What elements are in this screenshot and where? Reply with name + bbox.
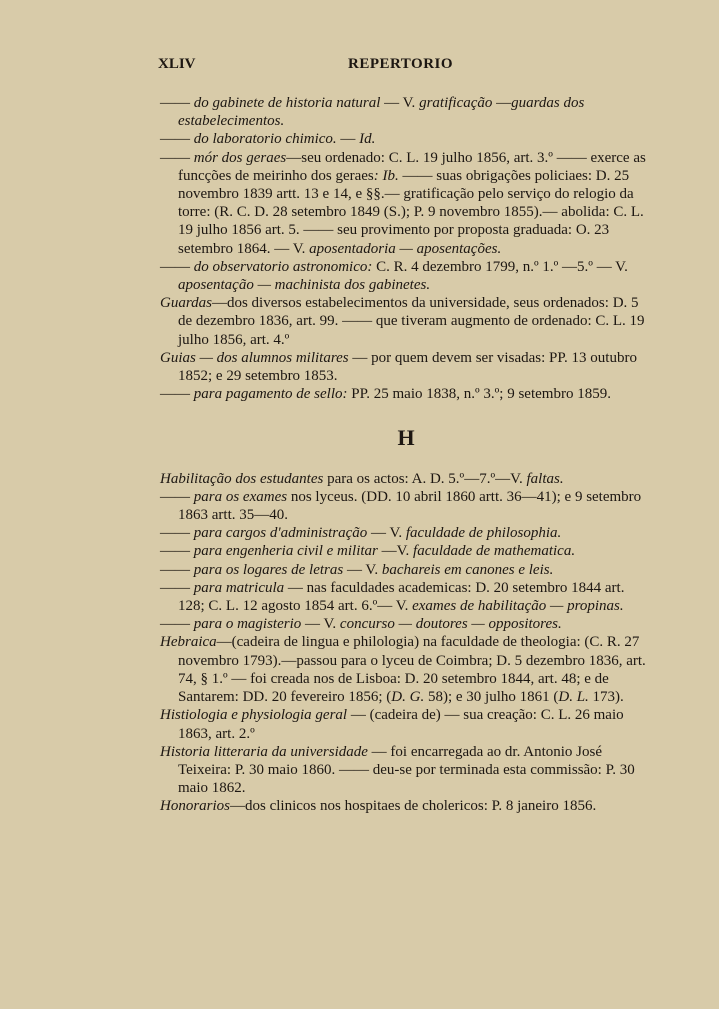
entry-italic-text: Historia litteraria da universidade [160, 743, 368, 760]
entry-text: 173). [588, 689, 624, 706]
entry-text: PP. 25 maio 1838, n.º 3.º; 9 setembro 1859. [347, 386, 611, 403]
entry-text: — nas faculdades academicas: D. 20 setembro 1844 art. 128; C. L. 12 agosto 1854 art. 6.º— V. [178, 579, 625, 615]
entry-text: —— [160, 488, 194, 505]
entry-text: C. R. 4 dezembro 1799, n.º 1.º —5.º — V. [372, 258, 628, 275]
entry-italic-text: faculdade de philosophia. [405, 525, 562, 542]
entry-italic-text: do gabinete de historia natural [193, 95, 381, 111]
entry-text: —— [160, 258, 194, 275]
entry-italic-text: Hebraica [160, 634, 217, 651]
page-header [158, 56, 648, 82]
entry-text: —— [160, 616, 194, 633]
index-entry [160, 149, 652, 258]
entry-italic-text: : Ib. [373, 167, 399, 184]
entry-italic-text: para engenheria civil e militar [193, 543, 378, 560]
entry-italic-text: guardas dos estabelecimentos. [178, 95, 585, 130]
entry-italic-text: bachareis em canones e leis. [381, 561, 554, 578]
index-entry [160, 561, 652, 579]
page-body [160, 94, 652, 816]
entry-italic-text: concurso — doutores — oppositores. [339, 616, 562, 633]
entry-italic-text: para cargos d'administração [193, 525, 368, 542]
entry-italic-text: Histiologia e physiologia geral [160, 707, 348, 724]
entry-italic-text: mór dos geraes [193, 149, 287, 166]
entry-text: — V. [380, 95, 420, 111]
entry-text: — [336, 131, 360, 148]
entry-italic-text: para pagamento de sello: [193, 386, 348, 403]
index-entry [160, 94, 652, 130]
entry-italic-text: para os exames [193, 488, 288, 505]
entry-italic-text: para os logares de letras [193, 561, 344, 578]
entry-text: — foi encarregada ao dr. Antonio José Teixeira: P. 30 maio 1860. —— deu-se por terminada esta commissão: P. 30 maio 1862. [178, 743, 635, 797]
entry-italic-text: exames de habilitação — propinas. [412, 598, 624, 615]
entry-italic-text: gratificação [419, 95, 493, 111]
entry-text: — (cadeira de) — sua creação: C. L. 26 maio 1863, art. 2.º [178, 707, 624, 742]
entry-italic-text: para o magisterio [193, 616, 302, 633]
index-entry [160, 294, 652, 349]
entry-text: nos lyceus. (DD. 10 abril 1860 artt. 36—41); e 9 setembro 1863 artt. 35—40. [178, 488, 642, 524]
index-entry [160, 349, 652, 385]
index-entry [160, 385, 652, 403]
entry-italic-text: Habilitação dos estudantes [160, 470, 324, 487]
index-entry [160, 797, 652, 815]
entry-text: 58); e 30 julho 1861 ( [424, 689, 559, 706]
entry-text: —dos diversos estabelecimentos da universidade, seus ordenados: D. 5 de dezembro 1836, art. 99. —— que tiveram augmento de ordenado: C. L. 19 julho 1856, art. 4.º [178, 295, 645, 348]
entry-italic-text: faculdade de mathematica. [413, 543, 576, 560]
index-entry [160, 470, 652, 488]
entry-italic-text: para matricula [193, 579, 285, 596]
entry-italic-text: D. L. [558, 689, 589, 706]
index-entry [160, 130, 652, 148]
index-entry [160, 579, 652, 615]
entry-text: —— [160, 386, 194, 403]
index-entry [160, 524, 652, 542]
entry-italic-text: Guardas [160, 295, 212, 312]
section-letter: H [397, 425, 415, 451]
entry-text: —V. [377, 543, 414, 560]
index-entry [160, 542, 652, 560]
entry-text: —— [160, 525, 194, 542]
entry-italic-text: do observatorio astronomico: [193, 258, 373, 275]
running-title: REPERTORIO [348, 56, 454, 72]
index-entry [160, 488, 652, 524]
entry-text: — por quem devem ser visadas: PP. 13 outubro 1852; e 29 setembro 1853. [178, 349, 637, 385]
index-entry [160, 258, 652, 294]
entry-text: —— [160, 579, 194, 596]
index-entry [160, 743, 652, 798]
entry-text: —— [160, 149, 194, 166]
entry-italic-text: aposentação — machinista dos gabinetes. [178, 277, 431, 294]
entry-italic-text: Honorarios [160, 798, 231, 815]
entry-text: para os actos: A. D. 5.º—7.º—V. [323, 470, 527, 487]
entry-text: —— [160, 561, 194, 578]
index-entry [160, 706, 652, 742]
page-number: XLIV [158, 56, 196, 72]
entry-text: —— [160, 95, 194, 111]
section-h [160, 470, 652, 816]
index-entry [160, 633, 652, 706]
entry-italic-text: D. G. [391, 689, 425, 706]
entry-text: — [492, 95, 512, 111]
section-g-continued [160, 94, 652, 403]
entry-text: — V. [367, 525, 406, 542]
entry-italic-text: Guias — dos alumnos militares [160, 349, 349, 366]
entry-italic-text: do laboratorio chimico. [193, 131, 337, 148]
entry-text: —— suas obrigações policiaes: D. 25 novembro 1839 artt. 13 e 14, e §§.— gratificação pelo serviço do relogio da torre: (R. C. D. 28 setembro 1849 (S.); P. 9 novembro 1855).— abolida: C. L. 19 julho 1856 art. 5. —— seu provimento por proposta graduada: O. 23 setembro 1864. — V. [178, 167, 644, 257]
entry-text: —— [160, 131, 194, 148]
entry-italic-text: aposentadoria — aposentações. [309, 240, 502, 257]
entry-text: — V. [343, 561, 382, 578]
entry-text: —(cadeira de lingua e philologia) na faculdade de theologia: (C. R. 27 novembro 1793).—passou para o lyceu de Coimbra; D. 5 dezembro 1836, art. 74, § 1.º — foi creada nos de Lisboa: D. 20 setembro 1844, art. 48; e de Santarem: DD. 20 fevereiro 1856; ( [178, 634, 646, 706]
entry-italic-text: faltas. [526, 470, 564, 487]
entry-text: —dos clinicos nos hospitaes de cholericos: P. 8 janeiro 1856. [230, 798, 597, 815]
entry-text: — V. [301, 616, 340, 633]
entry-italic-text: Id. [359, 131, 376, 148]
entry-text: —seu ordenado: C. L. 19 julho 1856, art. 3.º —— exerce as funcções de meirinho dos geraes [178, 149, 646, 184]
index-entry [160, 615, 652, 633]
entry-text: —— [160, 543, 194, 560]
